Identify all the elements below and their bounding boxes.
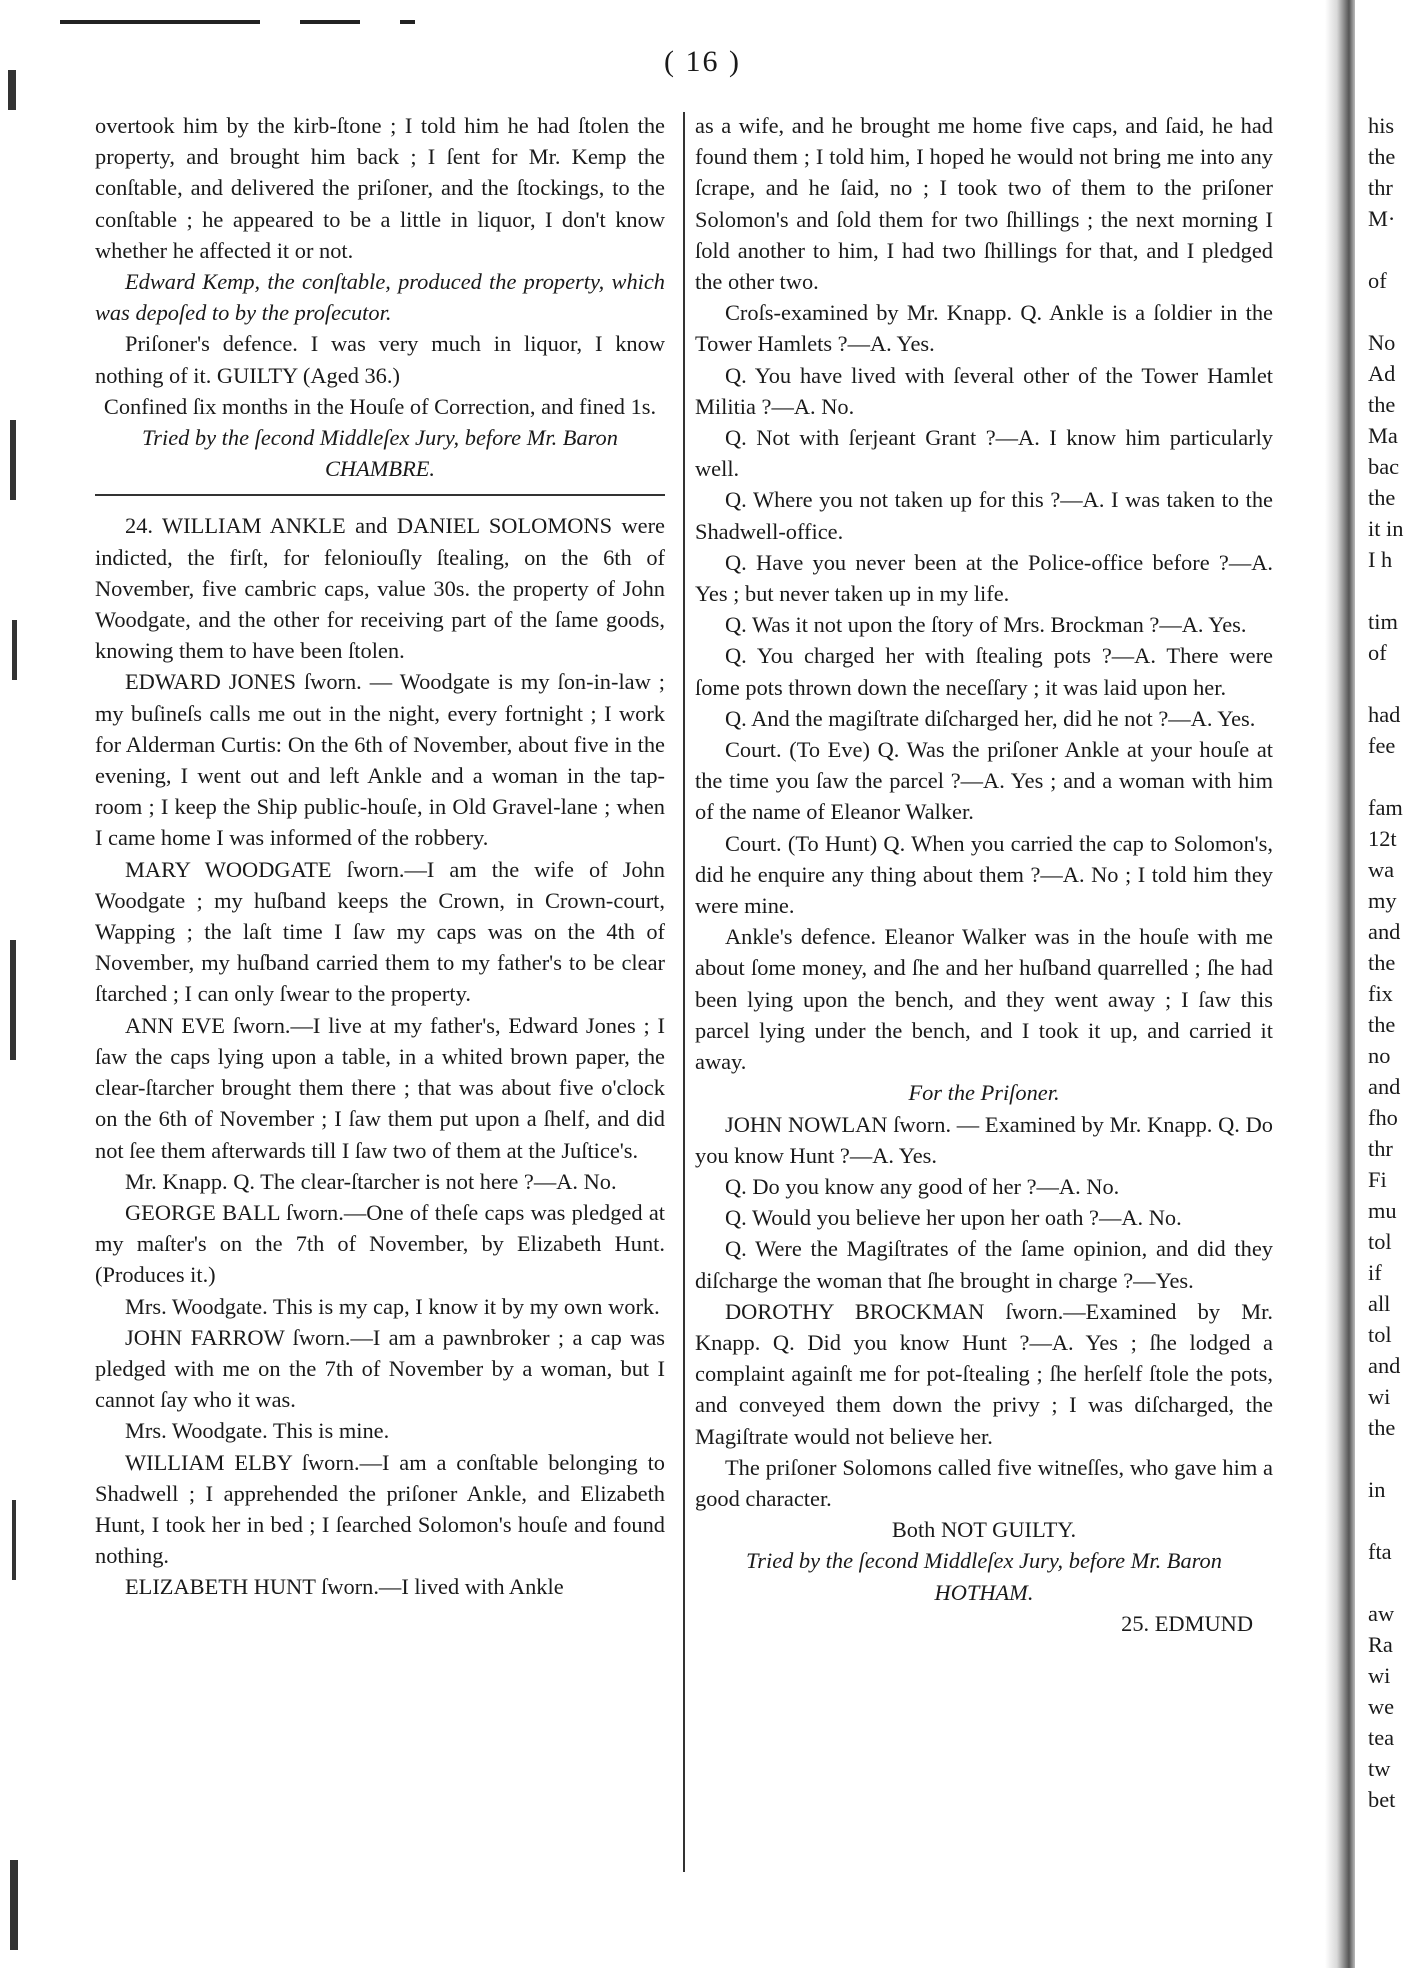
edge-fragment: fix xyxy=(1368,981,1393,1006)
page-number: ( 16 ) xyxy=(664,45,741,78)
edge-fragment: M· xyxy=(1368,206,1396,231)
paragraph: The priſoner Solomons called five witneſſes, who gave him a good character. xyxy=(695,1454,1273,1511)
margin-mark xyxy=(10,940,16,1060)
edge-fragment: No xyxy=(1368,330,1396,355)
edge-fragment: Ma xyxy=(1368,423,1398,448)
edge-fragment: the xyxy=(1368,485,1396,510)
margin-mark xyxy=(10,420,16,500)
paragraph: overtook him by the kirb-ſtone ; I told him he had ſtolen the property, and brought him back ; I ſent for Mr. Kemp the conſtable, and delivered the priſoner, and the ſtockings, to the conſtable ; he appeared to be a little in liquor, I don't know whether he affected it or not. xyxy=(95,113,665,263)
paragraph: MARY WOODGATE ſworn.—I am the wife of John Woodgate ; my huſband keeps the Crown, in Crown-court, Wapping ; the laſt time I ſaw my caps was on the 4th of November, my huſband carried them to my father's to be clear ſtarched ; I can only ſwear to the property. xyxy=(95,856,665,1007)
margin-mark xyxy=(10,1860,18,1950)
edge-fragment: fta xyxy=(1368,1539,1392,1564)
paragraph: Confined ſix months in the Houſe of Correction, and fined 1s. xyxy=(103,393,657,419)
edge-fragment: tea xyxy=(1368,1725,1395,1750)
edge-fragment: thr xyxy=(1368,175,1393,200)
edge-fragment: my xyxy=(1368,888,1397,913)
edge-fragment: the xyxy=(1368,392,1396,417)
paragraph: Q. Do you know any good of her ?—A. No. xyxy=(725,1173,1120,1199)
edge-fragment: and xyxy=(1368,1353,1401,1378)
top-ornament-rule xyxy=(60,20,260,24)
edge-fragment: bac xyxy=(1368,454,1400,479)
paragraph: Q. You have lived with ſeveral other of the Tower Hamlet Militia ?—A. No. xyxy=(695,362,1273,419)
paragraph: Q. Have you never been at the Police-office before ?—A. Yes ; but never taken up in my life. xyxy=(695,549,1273,607)
paragraph: Mr. Knapp. Q. The clear-ſtarcher is not here ?—A. No. xyxy=(125,1168,617,1194)
paragraph: 24. WILLIAM ANKLE and DANIEL SOLOMONS were indicted, the firſt, for feloniouſly ſtealing, on the 6th of November, five cambric caps, value 30s. the property of John Woodgate, and the other for receiving part of the ſame goods, knowing them to have been ſtolen. xyxy=(95,513,665,664)
edge-fragment: his xyxy=(1368,113,1395,138)
paragraph: Tried by the ſecond Middleſex Jury, before Mr. Baron CHAMBRE. xyxy=(142,425,618,482)
paragraph: Court. (To Hunt) Q. When you carried the cap to Solomon's, did he enquire any thing about them ?—A. No ; I told him they were mine. xyxy=(695,830,1273,919)
edge-fragment xyxy=(1368,761,1405,792)
edge-fragment: thr xyxy=(1368,1136,1393,1161)
edge-fragment xyxy=(1368,575,1405,606)
edge-fragment xyxy=(1368,1505,1405,1536)
edge-fragment: the xyxy=(1368,950,1396,975)
edge-fragment: wa xyxy=(1368,857,1395,882)
edge-fragment: and xyxy=(1368,919,1401,944)
edge-fragment: in xyxy=(1368,1477,1386,1502)
paragraph: Ankle's defence. Eleanor Walker was in the houſe with me about ſome money, and ſhe and her huſband quarrelled ; ſhe had been lying upon the bench, and they went away ; I ſaw this parcel lying under the bench, and I took it up, and carried it away. xyxy=(695,924,1273,1075)
edge-fragment: mu xyxy=(1368,1198,1397,1223)
paragraph: Q. And the magiſtrate diſcharged her, did he not ?—A. Yes. xyxy=(725,705,1256,731)
edge-fragment: fho xyxy=(1368,1105,1398,1130)
edge-fragment: no xyxy=(1368,1043,1391,1068)
paragraph: Q. Where you not taken up for this ?—A. I was taken to the Shadwell-office. xyxy=(695,487,1273,544)
edge-fragment: and xyxy=(1368,1074,1401,1099)
edge-fragment xyxy=(1368,1443,1405,1474)
edge-fragment: 12t xyxy=(1368,826,1397,851)
edge-fragment: wi xyxy=(1368,1663,1391,1688)
paragraph: Q. Not with ſerjeant Grant ?—A. I know him particularly well. xyxy=(695,425,1273,482)
edge-fragment: all xyxy=(1368,1291,1391,1316)
edge-fragment: aw xyxy=(1368,1601,1395,1626)
edge-fragment: if xyxy=(1368,1260,1382,1285)
edge-fragment: I h xyxy=(1368,547,1393,572)
paragraph: For the Priſoner. xyxy=(908,1080,1060,1106)
paragraph: JOHN NOWLAN ſworn. — Examined by Mr. Knapp. Q. Do you know Hunt ?—A. Yes. xyxy=(695,1111,1273,1168)
edge-fragment: tw xyxy=(1368,1756,1391,1781)
edge-fragment xyxy=(1368,296,1405,327)
edge-fragment: tol xyxy=(1368,1322,1392,1347)
edge-fragment: fam xyxy=(1368,795,1403,820)
paragraph: Court. (To Eve) Q. Was the priſoner Ankle at your houſe at the time you ſaw the parcel ?—A. Yes ; and a woman with him of the name of Eleanor Walker. xyxy=(695,737,1273,825)
paragraph: 25. EDMUND xyxy=(1121,1610,1253,1636)
edge-fragment: of xyxy=(1368,640,1387,665)
left-text-column xyxy=(95,110,665,1603)
top-ornament-rule xyxy=(300,20,360,24)
paragraph: Q. Were the Magiſtrates of the ſame opinion, and did they diſcharge the woman that ſhe brought in charge ?—Yes. xyxy=(695,1236,1273,1293)
paragraph: Q. You charged her with ſtealing pots ?—A. There were ſome pots thrown down the neceſſary ; it was laid upon her. xyxy=(695,643,1273,700)
paragraph: WILLIAM ELBY ſworn.—I am a conſtable belonging to Shadwell ; I apprehended the priſoner Ankle, and Elizabeth Hunt, I took her in bed ; I ſearched Solomon's houſe and found nothing. xyxy=(95,1449,665,1569)
section-rule xyxy=(95,494,665,496)
paragraph: Edward Kemp, the conſtable, produced the property, which was depoſed to by the proſecutor. xyxy=(95,269,665,326)
edge-fragment: we xyxy=(1368,1694,1395,1719)
paragraph: Q. Was it not upon the ſtory of Mrs. Brockman ?—A. Yes. xyxy=(725,612,1247,638)
facing-page-edge-text xyxy=(1368,110,1405,1815)
top-ornament-rule xyxy=(400,20,415,24)
paragraph: DOROTHY BROCKMAN ſworn.—Examined by Mr. Knapp. Q. Did you know Hunt ?—A. Yes ; ſhe lodged a complaint againſt me for pot-ſtealing ; ſhe herſelf ſtole the pots, and conveyed them down the privy ; I was diſcharged, the Magiſtrate would not believe her. xyxy=(695,1298,1273,1449)
paragraph: as a wife, and he brought me home five caps, and ſaid, he had found them ; I told him, I hoped he would not bring me into any ſcrape, and he ſaid, no ; I took two of them to the priſoner Solomon's and ſold them for two ſhillings ; the next morning I ſold another to him, I had two ſhillings for that, and I pledged the other two. xyxy=(695,113,1273,295)
margin-mark xyxy=(8,70,16,110)
edge-fragment: wi xyxy=(1368,1384,1391,1409)
margin-mark xyxy=(12,620,17,680)
column-divider xyxy=(683,112,685,1872)
edge-fragment xyxy=(1368,668,1405,699)
edge-fragment: tol xyxy=(1368,1229,1392,1254)
edge-fragment: fee xyxy=(1368,733,1396,758)
edge-fragment: had xyxy=(1368,702,1401,727)
paragraph: Mrs. Woodgate. This is mine. xyxy=(125,1418,390,1444)
edge-fragment: the xyxy=(1368,1012,1396,1037)
paragraph: EDWARD JONES ſworn. — Woodgate is my ſon-in-law ; my buſineſs calls me out in the night, every fortnight ; I work for Alderman Curtis: On the 6th of November, about five in the evening, I went out and left Ankle and a woman in the tap-room ; I keep the Ship public-houſe, in Old Gravel-lane ; when I came home I was informed of the robbery. xyxy=(95,669,665,851)
edge-fragment: the xyxy=(1368,144,1396,169)
edge-fragment: of xyxy=(1368,268,1387,293)
edge-fragment: Ra xyxy=(1368,1632,1393,1657)
paragraph: Croſs-examined by Mr. Knapp. Q. Ankle is a ſoldier in the Tower Hamlets ?—A. Yes. xyxy=(695,300,1273,357)
edge-fragment xyxy=(1368,1567,1405,1598)
edge-fragment: Ad xyxy=(1368,361,1396,386)
edge-fragment: it in xyxy=(1368,516,1404,541)
paragraph: ELIZABETH HUNT ſworn.—I lived with Ankle xyxy=(125,1574,564,1600)
edge-fragment: tim xyxy=(1368,609,1398,634)
paragraph: ANN EVE ſworn.—I live at my father's, Edward Jones ; I ſaw the caps lying upon a table, in a whited brown paper, the clear-ſtarcher brought them there ; that was about five o'clock on the 6th of November ; I ſaw them put upon a ſhelf, and did not ſee them afterwards till I ſaw two of them at the Juſtice's. xyxy=(95,1012,665,1163)
edge-fragment: the xyxy=(1368,1415,1396,1440)
facing-page-gutter xyxy=(1325,0,1355,1968)
paragraph: Q. Would you believe her upon her oath ?—A. No. xyxy=(725,1205,1182,1231)
paragraph: Both NOT GUILTY. xyxy=(891,1517,1077,1543)
paragraph: Priſoner's defence. I was very much in liquor, I know nothing of it. GUILTY (Aged 36.) xyxy=(95,331,665,388)
edge-fragment: Fi xyxy=(1368,1167,1387,1192)
edge-fragment: bet xyxy=(1368,1787,1396,1812)
paragraph: Mrs. Woodgate. This is my cap, I know it by my own work. xyxy=(125,1293,660,1319)
paragraph: Tried by the ſecond Middleſex Jury, before Mr. Baron HOTHAM. xyxy=(746,1548,1222,1605)
paragraph: GEORGE BALL ſworn.—One of theſe caps was pledged at my maſter's on the 7th of November, by Elizabeth Hunt. (Produces it.) xyxy=(95,1199,665,1288)
margin-mark xyxy=(12,1500,16,1580)
paragraph: JOHN FARROW ſworn.—I am a pawnbroker ; a cap was pledged with me on the 7th of November by a woman, but I cannot ſay who it was. xyxy=(95,1324,665,1413)
edge-fragment xyxy=(1368,234,1405,265)
right-text-column xyxy=(695,110,1273,1639)
